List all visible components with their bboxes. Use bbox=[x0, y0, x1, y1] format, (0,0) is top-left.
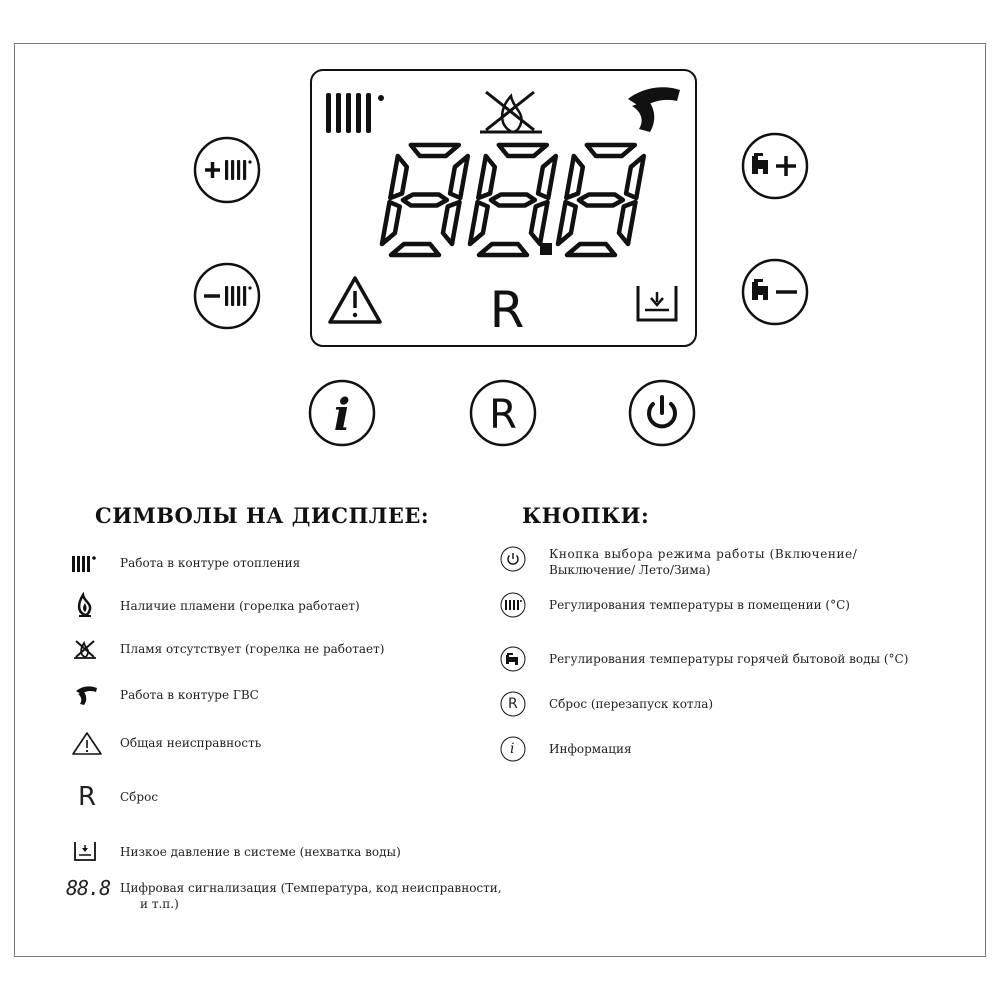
digit-segment bbox=[450, 156, 468, 198]
digit-segment bbox=[443, 202, 460, 244]
seven-segment-digits bbox=[382, 145, 644, 255]
digit-segment bbox=[626, 156, 644, 198]
symbol-text: Работа в контуре отопления bbox=[120, 556, 301, 570]
digit-segment bbox=[491, 195, 535, 206]
button-text: Сброс (перезапуск котла) bbox=[549, 697, 714, 711]
display-reset-letter: R bbox=[489, 281, 525, 339]
warning-icon bbox=[330, 278, 380, 322]
button-row-info bbox=[499, 735, 969, 765]
info-button-glyph: i bbox=[510, 741, 515, 757]
digit-segment bbox=[382, 202, 400, 244]
flame-icon bbox=[70, 592, 100, 618]
button-text: Регулирования температуры горячей бытовой воды (°С) bbox=[549, 652, 909, 666]
symbol-text-continued: и т.п.) bbox=[140, 897, 179, 911]
digit-segment bbox=[566, 156, 583, 198]
info-icon: i bbox=[333, 390, 351, 441]
button-text: Регулирования температуры в помещении (°С) bbox=[549, 598, 850, 612]
symbol-text: Пламя отсутствует (горелка не работает) bbox=[120, 642, 385, 656]
tap-button-icon bbox=[499, 645, 527, 673]
symbol-text: Наличие пламени (горелка работает) bbox=[120, 599, 360, 613]
symbol-row-warning bbox=[70, 730, 470, 756]
heating-minus-button[interactable] bbox=[195, 264, 259, 328]
digit-segment bbox=[479, 244, 527, 255]
symbol-row-no-flame bbox=[70, 637, 470, 661]
digit-segment bbox=[470, 202, 488, 244]
digit-segment bbox=[403, 195, 447, 206]
hot-water-icon bbox=[70, 684, 100, 708]
digit-segment bbox=[538, 156, 556, 198]
digit-segment bbox=[558, 202, 576, 244]
hot-water-minus-button[interactable] bbox=[743, 260, 807, 324]
button-text-continued: Выключение/ Лето/Зима) bbox=[549, 563, 711, 577]
heating-plus-button[interactable] bbox=[195, 138, 259, 202]
control-panel bbox=[0, 0, 1000, 480]
digit-segment bbox=[579, 195, 623, 206]
symbol-text: Сброс bbox=[120, 790, 159, 804]
digit-segment bbox=[478, 156, 495, 198]
button-text: Информация bbox=[549, 742, 632, 756]
symbol-row-digital bbox=[66, 878, 506, 918]
button-row-heating bbox=[499, 591, 969, 621]
radiator-button-icon bbox=[499, 591, 527, 619]
digital-display-icon: 88.8 bbox=[66, 876, 111, 900]
power-button[interactable] bbox=[630, 381, 694, 445]
digit-segment bbox=[587, 145, 635, 156]
symbol-text: Низкое давление в системе (нехватка воды) bbox=[120, 845, 401, 859]
symbol-text: Общая неисправность bbox=[120, 736, 262, 750]
digit-segment bbox=[531, 202, 548, 244]
symbol-row-hot-water bbox=[70, 684, 470, 708]
digit-segment bbox=[567, 244, 615, 255]
info-button[interactable] bbox=[310, 381, 374, 445]
radiator-icon bbox=[70, 553, 100, 575]
digit-segment bbox=[619, 202, 636, 244]
buttons-heading: КНОПКИ: bbox=[522, 503, 650, 528]
hot-water-plus-button[interactable] bbox=[743, 134, 807, 198]
reset-button[interactable] bbox=[471, 381, 535, 445]
symbol-text: Цифровая сигнализация (Температура, код неисправности, bbox=[120, 881, 502, 895]
digit-segment bbox=[391, 244, 439, 255]
reset-letter-icon: R bbox=[78, 782, 97, 812]
reset-button-glyph: R bbox=[508, 696, 518, 712]
warning-icon bbox=[70, 730, 104, 756]
button-row-power bbox=[499, 545, 969, 581]
symbol-row-heating bbox=[70, 553, 470, 575]
hot-water-icon bbox=[628, 87, 680, 132]
symbol-text: Работа в контуре ГВС bbox=[120, 688, 259, 702]
low-pressure-icon bbox=[70, 838, 100, 864]
no-flame-icon bbox=[480, 92, 542, 132]
digit-segment bbox=[390, 156, 407, 198]
button-row-hot-water bbox=[499, 645, 969, 675]
digit-segment bbox=[499, 145, 547, 156]
radiator-icon bbox=[326, 93, 384, 133]
low-pressure-icon bbox=[638, 286, 676, 320]
button-row-reset bbox=[499, 690, 969, 720]
symbol-row-flame bbox=[70, 592, 470, 618]
no-flame-icon bbox=[70, 637, 100, 661]
button-text: Кнопка выбора режима работы (Включение/ bbox=[549, 547, 858, 561]
decimal-point bbox=[540, 243, 552, 255]
symbols-heading: СИМВОЛЫ НА ДИСПЛЕЕ: bbox=[95, 503, 430, 528]
symbol-row-reset bbox=[70, 782, 470, 812]
power-button-icon bbox=[499, 545, 527, 573]
symbol-row-low-pressure bbox=[70, 838, 470, 864]
digit-segment bbox=[411, 145, 459, 156]
reset-icon: R bbox=[489, 392, 517, 438]
